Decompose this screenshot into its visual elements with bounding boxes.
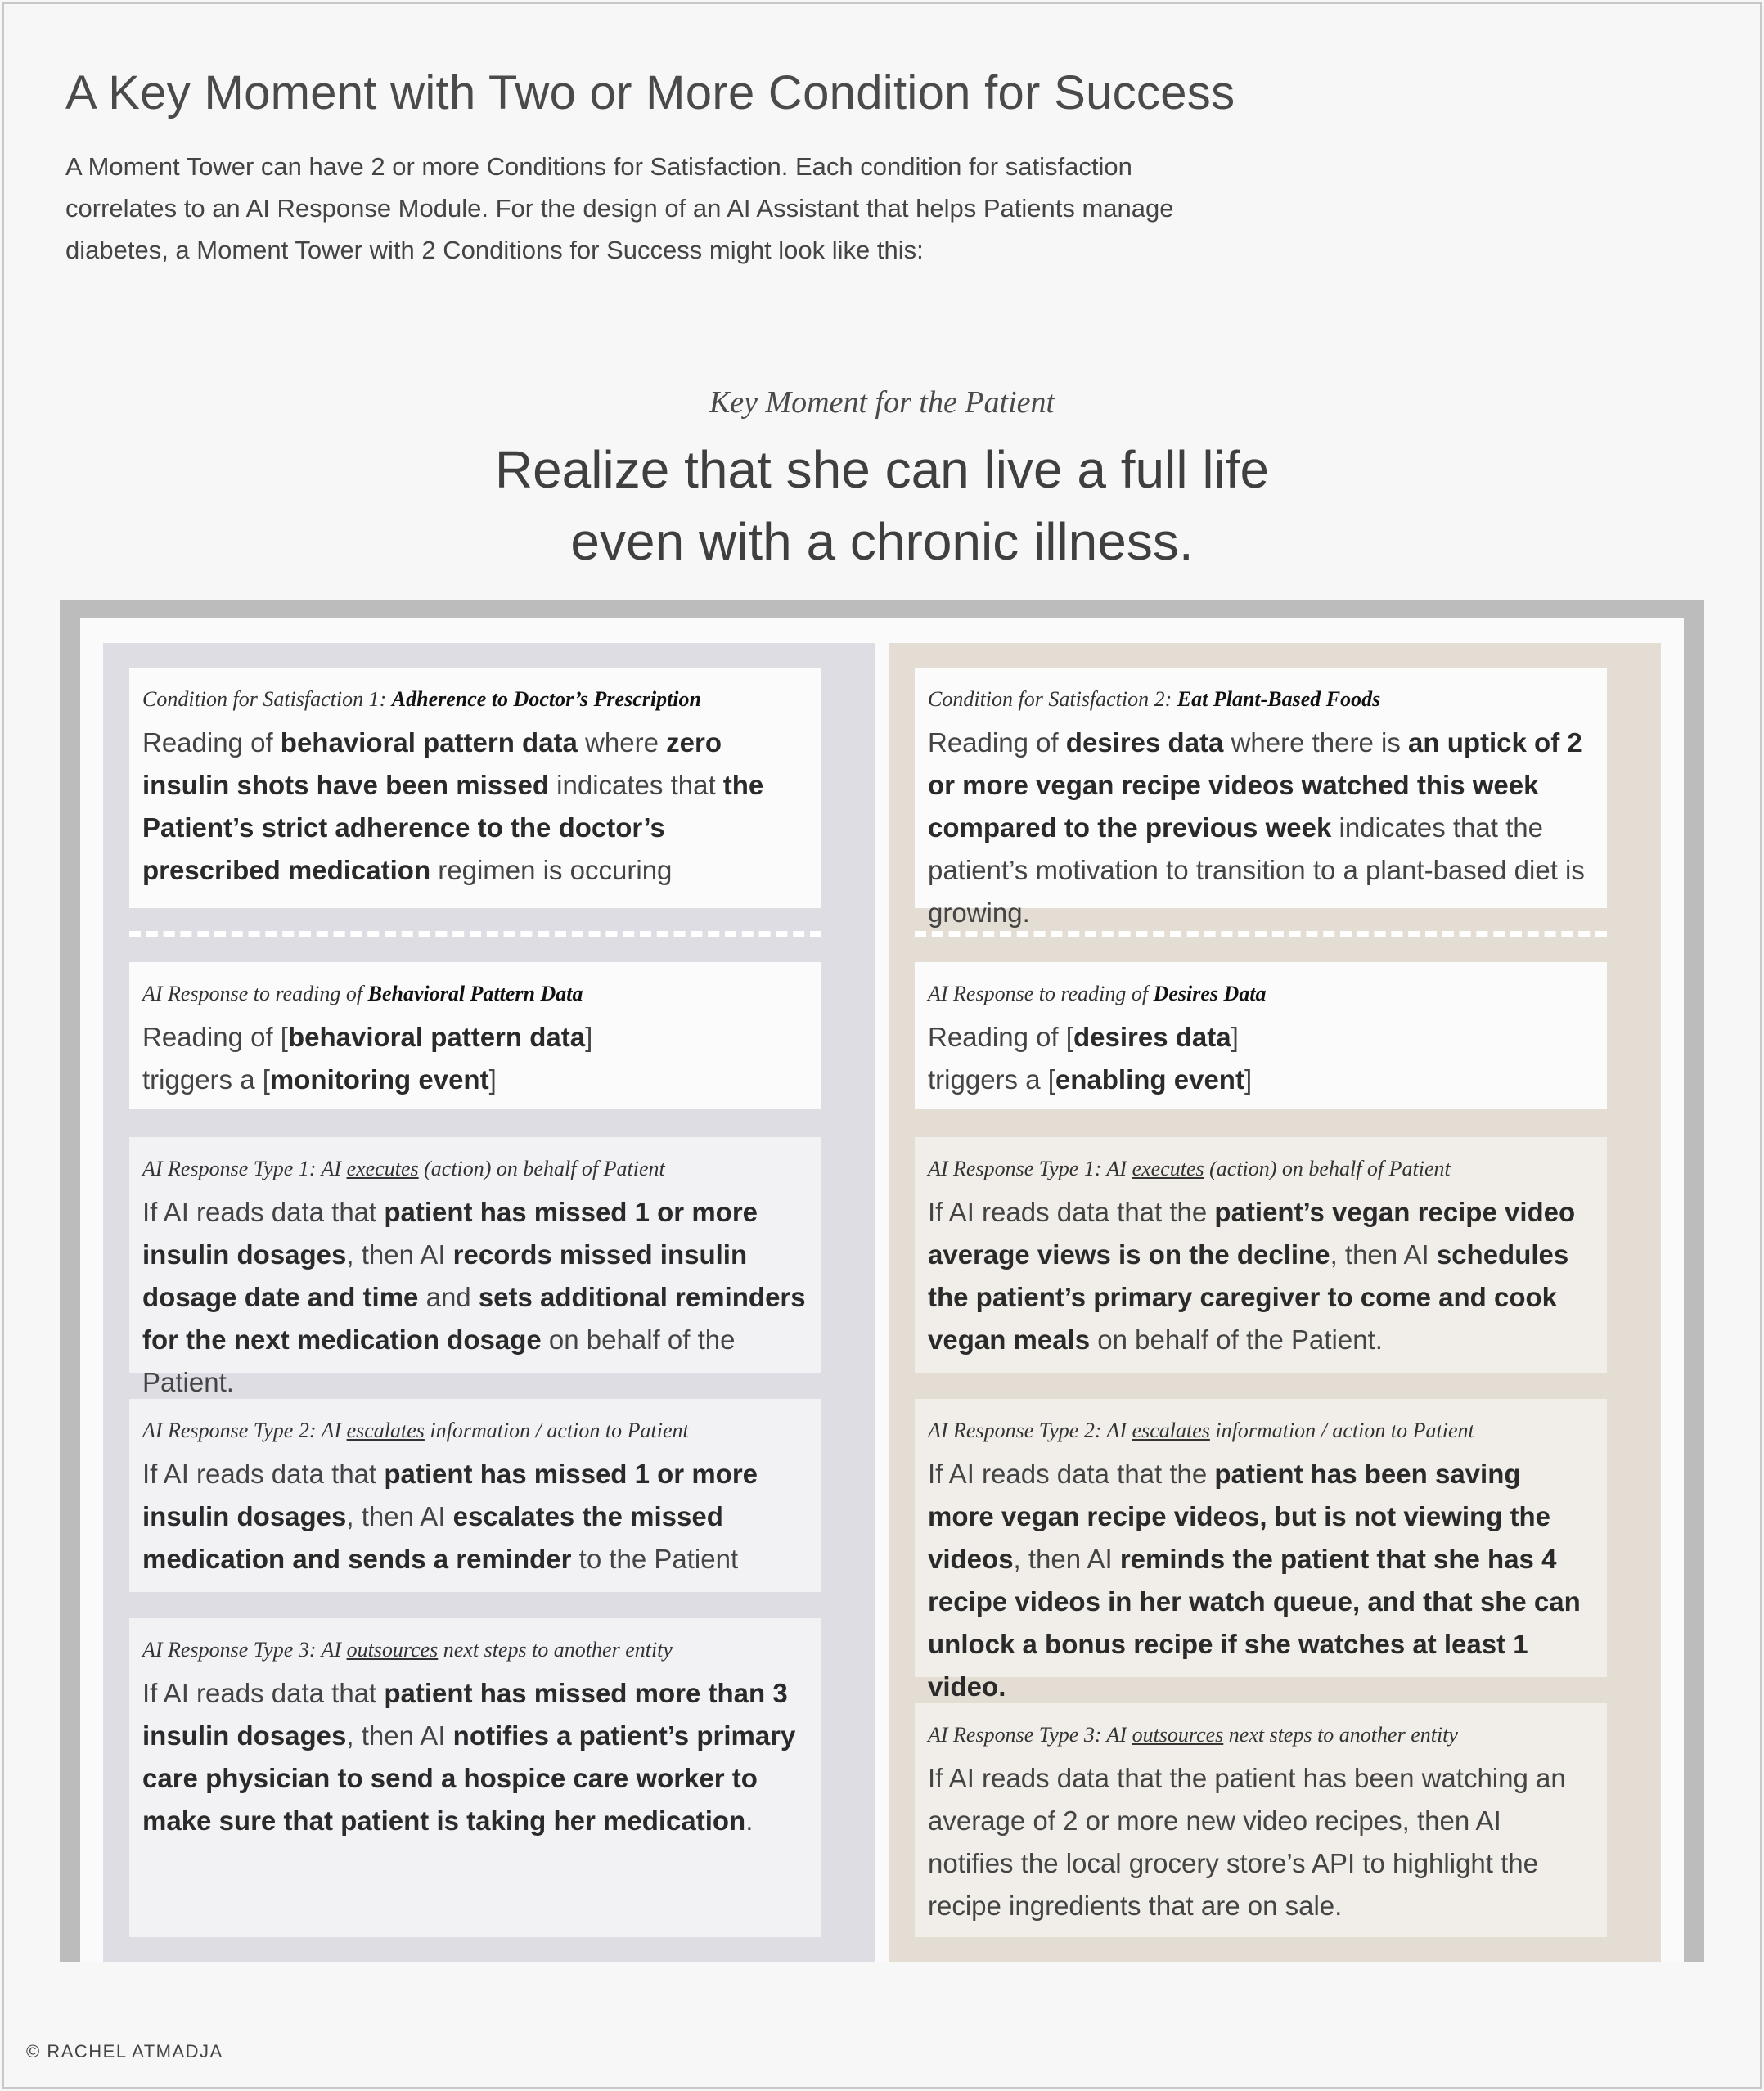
emphasis-text: behavioral pattern data	[280, 727, 578, 758]
body-text: Reading of [	[928, 1022, 1073, 1052]
emphasis-text: schedules the patient’s primary caregiver to come and cook vegan meals	[928, 1239, 1569, 1355]
card-body	[142, 1191, 808, 1404]
card-label: AI Response Type 2: AI escalates information / action to Patient	[928, 1419, 1474, 1442]
card-label: AI Response Type 1: AI executes (action) on behalf of Patient	[928, 1157, 1451, 1180]
copyright-notice: © RACHEL ATMADJA	[26, 2041, 223, 2062]
body-text: If AI reads data that the patient has been watching an average of 2 or more new video recipes, then AI notifies the local grocery store’s API to highlight the recipe ingredients that are on sale.	[928, 1763, 1566, 1921]
emphasis-text: escalates the missed medication and sends a reminder	[142, 1501, 723, 1574]
response-type-1-card	[129, 1137, 821, 1397]
body-text: , then AI	[346, 1720, 453, 1751]
response-card	[129, 962, 821, 1109]
condition-column-1	[103, 643, 875, 1962]
emphasis-text: desires data	[1073, 1022, 1231, 1052]
card-label: AI Response Type 3: AI outsources next steps to another entity	[928, 1723, 1458, 1747]
key-moment-statement	[0, 434, 1764, 578]
emphasis-text: desires data	[1065, 727, 1224, 758]
body-text: If AI reads data that the	[928, 1459, 1215, 1489]
card-label: AI Response to reading of Behavioral Pattern Data	[142, 982, 583, 1005]
body-text: If AI reads data that	[142, 1459, 385, 1489]
body-text: regimen is occuring	[430, 855, 673, 885]
card-body	[928, 1191, 1594, 1361]
body-text: triggers a [	[928, 1064, 1055, 1095]
response-type-3-card	[915, 1703, 1607, 1937]
card-body	[142, 1672, 808, 1842]
body-text: on behalf of the Patient.	[1090, 1324, 1383, 1355]
emphasis-text: patient has missed 1 or more insulin dosages	[142, 1197, 758, 1270]
response-type-2-card	[915, 1399, 1607, 1702]
emphasis-text: the Patient’s strict adherence to the doctor’s prescribed medication	[142, 770, 764, 885]
page-title: A Key Moment with Two or More Condition for Success	[65, 66, 1235, 119]
emphasis-text: notifies a patient’s primary care physician to send a hospice care worker to make sure that patient is taking her medication	[142, 1720, 796, 1836]
card-body	[928, 722, 1594, 934]
card-label: AI Response to reading of Desires Data	[928, 982, 1267, 1005]
card-body	[928, 1453, 1594, 1708]
body-text: , then AI	[346, 1239, 453, 1270]
body-text: If AI reads data that the	[928, 1197, 1215, 1227]
response-type-2-card	[129, 1399, 821, 1592]
body-text: , then AI	[346, 1501, 453, 1531]
body-text: to the Patient	[571, 1544, 739, 1574]
body-text: indicates that	[548, 770, 723, 800]
key-moment-line: Realize that she can live a full life	[494, 440, 1270, 499]
body-text: ]	[585, 1022, 593, 1052]
response-card	[915, 962, 1607, 1109]
body-text: .	[745, 1805, 754, 1836]
body-text: , then AI	[1330, 1239, 1437, 1270]
body-text: indicates that the patient’s motivation to transition to a plant-based diet is growing.	[928, 812, 1585, 928]
response-type-1-card	[915, 1137, 1607, 1373]
emphasis-text: an uptick of 2 or more vegan recipe videos watched this week compared to the previous week	[928, 727, 1582, 843]
card-body	[142, 722, 808, 892]
card-label: Condition for Satisfaction 1: Adherence to Doctor’s Prescription	[142, 687, 701, 711]
key-moment-line: even with a chronic illness.	[570, 512, 1194, 571]
body-text: ]	[1244, 1064, 1253, 1095]
response-type-3-card	[129, 1618, 821, 1937]
body-text: ]	[488, 1064, 497, 1095]
body-text: Reading of [	[142, 1022, 288, 1052]
body-text: If AI reads data that	[142, 1197, 385, 1227]
dashed-divider	[915, 931, 1607, 937]
emphasis-text: patient has missed more than 3 insulin dosages	[142, 1678, 788, 1751]
body-text: Reading of	[142, 727, 281, 758]
card-label: AI Response Type 1: AI executes (action) on behalf of Patient	[142, 1157, 665, 1180]
emphasis-text: records missed insulin dosage date and time	[142, 1239, 748, 1312]
emphasis-text: reminds the patient that she has 4 recipe videos in her watch queue, and that she can unlock a bonus recipe if she watches at least 1 video.	[928, 1544, 1581, 1702]
emphasis-text: patient has been saving more vegan recipe videos, but is not viewing the videos	[928, 1459, 1551, 1574]
card-body	[928, 1757, 1594, 1927]
emphasis-text: behavioral pattern data	[287, 1022, 586, 1052]
emphasis-text: zero insulin shots have been missed	[142, 727, 722, 800]
card-label: Condition for Satisfaction 2: Eat Plant-Based Foods	[928, 687, 1381, 711]
body-text: where there is	[1223, 727, 1409, 758]
body-text: where	[577, 727, 667, 758]
body-text: and	[418, 1282, 479, 1312]
key-moment-label: Key Moment for the Patient	[709, 385, 1055, 420]
emphasis-text: sets additional reminders for the next medication dosage	[142, 1282, 806, 1355]
intro-paragraph: A Moment Tower can have 2 or more Conditions for Satisfaction. Each condition for satisfaction correlates to an AI Response Module. For the design of an AI Assistant that helps Patients manage diabetes, a Moment Tower with 2 Conditions for Success might look like this:	[65, 152, 1174, 264]
condition-card	[915, 668, 1607, 928]
card-body	[142, 1453, 808, 1581]
body-text: Reading of	[928, 727, 1066, 758]
emphasis-text: monitoring event	[269, 1064, 489, 1095]
condition-card	[129, 668, 821, 908]
body-text: If AI reads data that	[142, 1678, 385, 1708]
dashed-divider	[129, 931, 821, 937]
card-label: AI Response Type 2: AI escalates information / action to Patient	[142, 1419, 689, 1442]
condition-column-2	[889, 643, 1661, 1962]
body-text: triggers a [	[142, 1064, 270, 1095]
emphasis-text: enabling event	[1055, 1064, 1244, 1095]
emphasis-text: patient has missed 1 or more insulin dosages	[142, 1459, 758, 1531]
card-body	[142, 1016, 808, 1101]
card-body	[928, 1016, 1594, 1101]
body-text: , then AI	[1013, 1544, 1120, 1574]
emphasis-text: patient’s vegan recipe video average views is on the decline	[928, 1197, 1576, 1270]
card-label: AI Response Type 3: AI outsources next steps to another entity	[142, 1638, 673, 1662]
body-text: ]	[1231, 1022, 1239, 1052]
body-text: on behalf of the Patient.	[142, 1324, 736, 1397]
